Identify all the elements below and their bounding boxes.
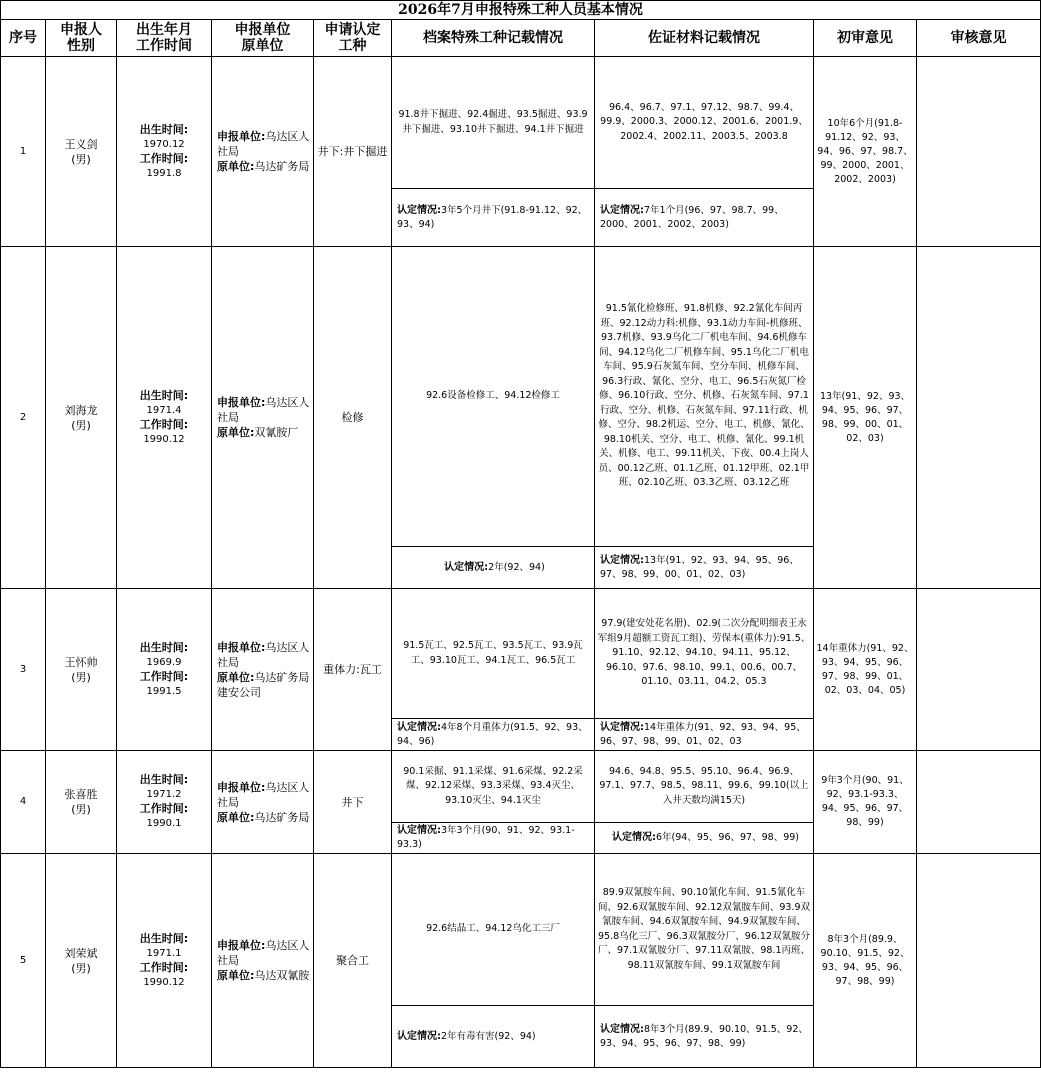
row-seq: 3 [1,589,46,751]
header-name: 申报人 性别 [46,20,117,57]
row-seq: 2 [1,247,46,589]
archive-record: 92.6设备检修工、94.12检修工 [392,247,595,547]
applicant-name: 刘海龙 (男) [46,247,117,589]
unit-cell: 申报单位:乌达区人社局 原单位:乌达矿务局 [212,57,314,247]
evidence-determination: 认定情况:6年(94、95、96、97、98、99) [595,823,814,854]
archive-record: 90.1采掘、91.1采煤、91.6采煤、92.2采煤、92.12采煤、93.3采煤、93.4灭尘、93.10灭尘、94.1灭尘 [392,751,595,823]
evidence-record: 89.9双氰胺车间、90.10氰化车间、91.5氰化车间、92.6双氰胺车间、92.12双氰胺车间、93.9双氰胺车间、94.6双氰胺车间、94.9双氰胺车间、95.8乌化三厂、96.3双氰胺分厂、96.12双氰胺分厂、97.1双氰胺分厂、97.11双氰胺、98.1丙班、98.11双氰胺车间、99.1双氰胺车间 [595,854,814,1006]
job-type: 井下 [314,751,392,854]
applicant-name: 王义剑 (男) [46,57,117,247]
header-row [1,20,1041,57]
review-opinion [917,589,1041,751]
birth-work-cell: 出生时间: 1969.9 工作时间: 1991.5 [117,589,212,751]
table-row [1,57,1041,189]
evidence-record: 91.5氰化检修班、91.8机修、92.2氰化车间丙班、92.12动力科:机修、93.1动力车间-机修班、93.7机修、93.9乌化二厂机电车间、94.6机修车间、94.12乌化二厂机修车间、95.1乌化二厂机电车间、95.9石灰氮车间、空分车间、机修车间、96.3行政、氰化、空分、电工、96.5石灰氮厂检修、96.10行政、空分、机修、石灰氮车间、97.1行政、空分、机修、石灰氮车间、97.11行政、机修、空分、98.2机运、空分、电工、机修、氰化、98.10机关、空分、电工、机修、氰化、99.1机关、机修、电工、99.11机关、下夜、00.4上岗人员、00.12乙班、01.1乙班、01.12甲班、02.1甲班、02.10乙班、03.3乙班、03.12乙班 [595,247,814,547]
initial-opinion: 10年6个月(91.8-91.12、92、93、94、96、97、98.7、99、2000、2001、2002、2003) [814,57,917,247]
archive-determination: 认定情况:4年8个月重体力(91.5、92、93、94、96) [392,719,595,751]
header-birth: 出生年月 工作时间 [117,20,212,57]
birth-work-cell: 出生时间: 1971.2 工作时间: 1990.1 [117,751,212,854]
review-opinion [917,247,1041,589]
archive-record: 91.8井下掘进、92.4掘进、93.5掘进、93.9井下掘进、93.10井下掘进、94.1井下掘进 [392,57,595,189]
review-opinion [917,854,1041,1068]
applicant-name: 王怀帅 (男) [46,589,117,751]
archive-determination: 认定情况:2年有毒有害(92、94) [392,1006,595,1068]
unit-cell: 申报单位:乌达区人社局 原单位:乌达双氰胺 [212,854,314,1068]
archive-determination: 认定情况:3年3个月(90、91、92、93.1-93.3) [392,823,595,854]
job-type: 重体力:瓦工 [314,589,392,751]
applicant-name: 张喜胜 (男) [46,751,117,854]
evidence-record: 94.6、94.8、95.5、95.10、96.4、96.9、97.1、97.7、98.5、98.11、99.6、99.10(以上入井天数均满15天) [595,751,814,823]
header-unit: 申报单位 原单位 [212,20,314,57]
birth-work-cell: 出生时间: 1971.1 工作时间: 1990.12 [117,854,212,1068]
initial-opinion: 8年3个月(89.9、90.10、91.5、92、93、94、95、96、97、98、99) [814,854,917,1068]
initial-opinion: 9年3个月(90、91、92、93.1-93.3、94、95、96、97、98、99) [814,751,917,854]
unit-cell: 申报单位:乌达区人社局 原单位:双氰胺厂 [212,247,314,589]
row-seq: 5 [1,854,46,1068]
table-row [1,751,1041,823]
archive-determination: 认定情况:2年(92、94) [392,547,595,589]
header-archive: 档案特殊工种记载情况 [392,20,595,57]
review-opinion [917,751,1041,854]
initial-opinion: 14年重体力(91、92、93、94、95、96、97、98、99、01、02、03、04、05) [814,589,917,751]
evidence-determination: 认定情况:14年重体力(91、92、93、94、95、96、97、98、99、01、02、03 [595,719,814,751]
initial-opinion: 13年(91、92、93、94、95、96、97、98、99、00、01、02、03) [814,247,917,589]
job-type: 井下:井下掘进 [314,57,392,247]
birth-work-cell: 出生时间: 1970.12 工作时间: 1991.8 [117,57,212,247]
header-job: 申请认定 工种 [314,20,392,57]
job-type: 聚合工 [314,854,392,1068]
archive-record: 91.5瓦工、92.5瓦工、93.5瓦工、93.9瓦工、93.10瓦工、94.1瓦工、96.5瓦工 [392,589,595,719]
applicant-name: 刘荣斌 (男) [46,854,117,1068]
unit-cell: 申报单位:乌达区人社局 原单位:乌达矿务局建安公司 [212,589,314,751]
review-opinion [917,57,1041,247]
evidence-determination: 认定情况:7年1个月(96、97、98.7、99、2000、2001、2002、2003) [595,189,814,247]
header-seq: 序号 [1,20,46,57]
evidence-record: 96.4、96.7、97.1、97.12、98.7、99.4、99.9、2000.3、2000.12、2001.6、2001.9、2002.4、2002.11、2003.5、2003.8 [595,57,814,189]
archive-record: 92.6结晶工、94.12乌化工三厂 [392,854,595,1006]
job-type: 检修 [314,247,392,589]
header-review: 审核意见 [917,20,1041,57]
row-seq: 1 [1,57,46,247]
header-initial: 初审意见 [814,20,917,57]
table-row [1,247,1041,547]
table-row [1,854,1041,1006]
archive-determination: 认定情况:3年5个月井下(91.8-91.12、92、93、94) [392,189,595,247]
evidence-determination: 认定情况:13年(91、92、93、94、95、96、97、98、99、00、01、02、03) [595,547,814,589]
document-title: 2026年7月申报特殊工种人员基本情况 [1,1,1041,20]
row-seq: 4 [1,751,46,854]
header-evidence: 佐证材料记载情况 [595,20,814,57]
birth-work-cell: 出生时间: 1971.4 工作时间: 1990.12 [117,247,212,589]
unit-cell: 申报单位:乌达区人社局 原单位:乌达矿务局 [212,751,314,854]
evidence-record: 97.9(建安处花名册)、02.9(二次分配明细表王永军组9月超额工资瓦工组)、劳保本(重体力):91.5、91.10、92.12、94.10、94.11、95.12、96.10、97.6、98.10、99.1、00.6、00.7、01.10、03.11、04.2、05.3 [595,589,814,719]
evidence-determination: 认定情况:8年3个月(89.9、90.10、91.5、92、93、94、95、96、97、98、99) [595,1006,814,1068]
table-row [1,589,1041,719]
